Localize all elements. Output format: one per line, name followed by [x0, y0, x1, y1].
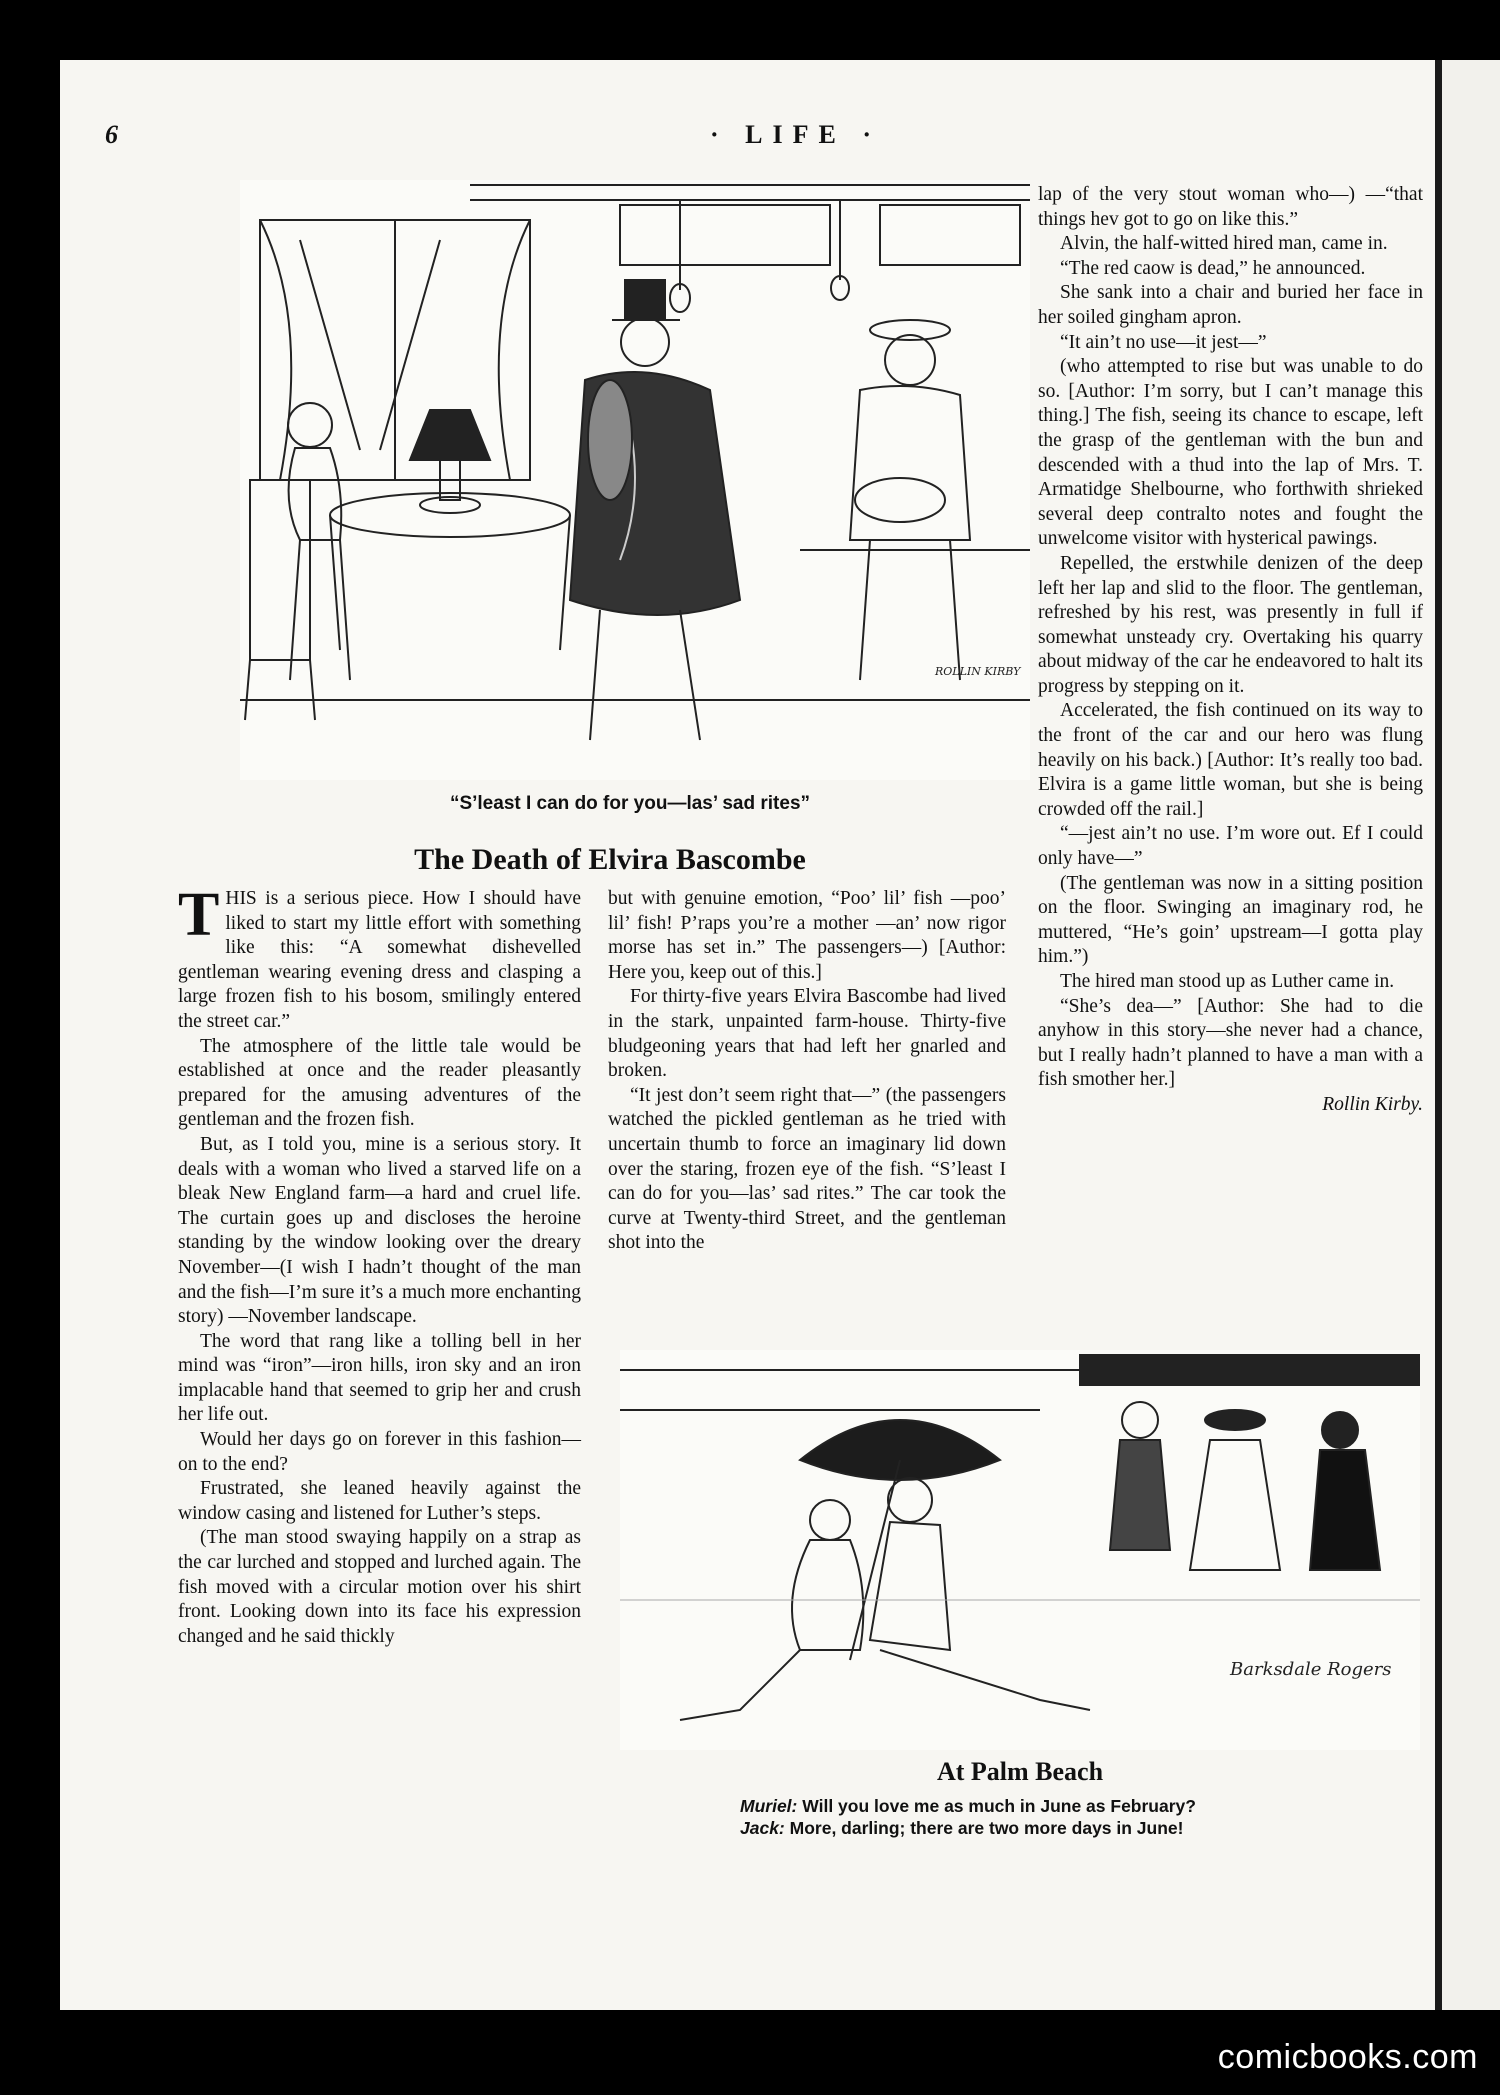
dialogue-line	[740, 1817, 1400, 1839]
dialogue-text: Will you love me as much in June as February?	[802, 1796, 1196, 1816]
watermark: comicbooks.com	[1217, 2038, 1478, 2076]
article-paragraph: For thirty-five years Elvira Bascombe had lived in the stark, unpainted farm-house. Thirty-five bludgeoning years that had left her gnarled and broken.	[608, 986, 1006, 1082]
article-paragraph: “She’s dea—” [Author: She had to die anyhow in this story—she never had a chance, but I really hadn’t planned to have a man with a fish smother her.]	[1038, 995, 1423, 1091]
top-illustration-caption: “S’least I can do for you—las’ sad rites”	[449, 793, 811, 814]
article-title: The Death of Elvira Bascombe	[414, 843, 806, 876]
next-page-edge	[1442, 60, 1500, 2010]
running-head: · LIFE ·	[710, 120, 882, 149]
article-paragraph: (The man stood swaying happily on a strap as the car lurched and stopped and lurched again. The fish moved with a circular motion over his shirt front. Looking down into its face his expression changed and he said thickly	[178, 1527, 581, 1647]
article-paragraph: But, as I told you, mine is a serious story. It deals with a woman who lived a starved life on a bleak New England farm—a hard and cruel life. The curtain goes up and discloses the heroine standing by the window looking over the dreary November—(I wish I hadn’t thought of the man and the fish—I’m sure it’s a much more enchanting story) —November landscape.	[178, 1133, 581, 1328]
article-paragraph: The atmosphere of the little tale would be established at once and the reader pleasantly prepared for the amusing adventures of the gentleman and the frozen fish.	[178, 1035, 581, 1131]
dialogue-text: More, darling; there are two more days in June!	[789, 1818, 1184, 1838]
article-paragraph: The word that rang like a tolling bell in her mind was “iron”—iron hills, iron sky and an iron implacable hand that seemed to grip her and crush her life out.	[178, 1330, 581, 1426]
article-paragraph: Would her days go on forever in this fashion—on to the end?	[178, 1429, 581, 1475]
bottom-illustration	[620, 1350, 1420, 1750]
article-paragraph: “The red caow is dead,” he announced.	[1060, 257, 1366, 279]
article-column-1	[178, 881, 581, 1649]
article-paragraph: She sank into a chair and buried her face in her soiled gingham apron.	[1038, 282, 1423, 328]
article-paragraph: Frustrated, she leaned heavily against the window casing and listened for Luther’s steps.	[178, 1478, 581, 1524]
dialogue-speaker: Jack:	[740, 1818, 785, 1838]
article-paragraph: The hired man stood up as Luther came in.	[1060, 971, 1395, 992]
dialogue-speaker: Muriel:	[740, 1796, 798, 1816]
article-paragraph: Accelerated, the fish continued on its way to the front of the car and our hero was flung heavily on his back.) [Author: It’s really too bad. Elvira is a game little woman, but she is being crowded off the rail.]	[1038, 700, 1423, 820]
dialogue-line	[740, 1795, 1400, 1817]
article-paragraph: “—jest ain’t no use. I’m wore out. Ef I could only have—”	[1038, 823, 1423, 870]
page-gutter	[1435, 60, 1442, 2010]
article-paragraph: “It jest don’t seem right that—” (the passengers watched the pickled gentleman as he tried with uncertain thumb to force an imaginary lid down over the staring, frozen eye of the fish. “S’least I can do for you—las’ sad rites.” The car took the curve at Twenty-third Street, and the gentleman shot into the	[608, 1084, 1006, 1254]
bottom-artist-signature: Barksdale Rogers	[1230, 1659, 1392, 1680]
article-paragraph: (who attempted to rise but was unable to do so. [Author: I’m sorry, but I can’t manage this thing.] The fish, seeing its chance to escape, left the grasp of the gentleman with the bun and descended with a thud into the lap of Mrs. T. Armatidge Shelbourne, who forthwith shrieked several deep contralto notes and fought the unwelcome visitor with hysterical pawings.	[1038, 356, 1423, 550]
article-column-2	[608, 887, 1006, 1256]
article-paragraph: but with genuine emotion, “Poo’ lil’ fish —poo’ lil’ fish! P’raps you’re a mother —an’ now rigor morse has set in.” The passengers—) [Author: Here you, keep out of this.]	[608, 888, 1006, 983]
page-number: 6	[105, 120, 118, 149]
article-byline: Rollin Kirby.	[1322, 1093, 1423, 1115]
drop-cap: T	[178, 881, 220, 949]
article-paragraph: Alvin, the half-witted hired man, came in.	[1060, 233, 1388, 255]
top-illustration	[240, 180, 1030, 780]
article-paragraph: Repelled, the erstwhile denizen of the deep left her lap and slid to the floor. The gentleman, refreshed by his rest, was presently in full if somewhat unsteady cry. Overtaking his quarry about midway of the car he endeavored to halt its progress by stepping on it.	[1038, 552, 1423, 697]
article-paragraph: THIS is a serious piece. How I should have liked to start my little effort with something like this: “A somewhat dishevelled gentleman wearing evening dress and clasping a large frozen fish to his bosom, smilingly entered the street car.”	[178, 881, 581, 1032]
bottom-illustration-title: At Palm Beach	[936, 1757, 1104, 1786]
article-paragraph: lap of the very stout woman who—) —“that things hev got to go on like this.”	[1038, 184, 1423, 230]
article-paragraph: (The gentleman was now in a sitting position on the floor. Swinging an imaginary rod, he muttered, “He’s goin’ upstream—I gotta play him.”)	[1038, 872, 1423, 968]
bottom-illustration-dialogue	[740, 1795, 1400, 1839]
article-paragraph: “It ain’t no use—it jest—”	[1060, 331, 1267, 353]
article-column-3	[1038, 183, 1423, 1118]
top-artist-signature: ROLLIN KIRBY	[935, 665, 1021, 678]
